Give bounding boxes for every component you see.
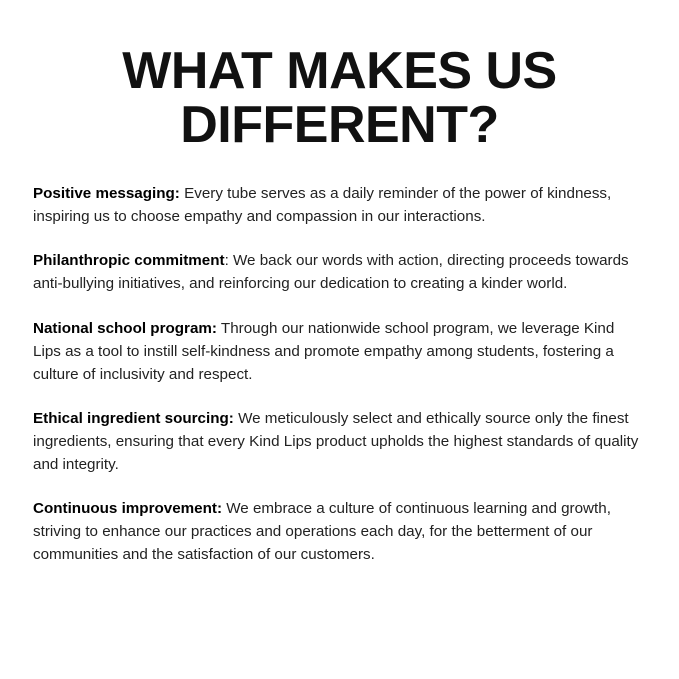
- paragraph-lead: National school program:: [33, 319, 217, 337]
- page-title: [33, 42, 646, 155]
- paragraph-continuous-improvement: [33, 497, 646, 566]
- body-content: [33, 182, 646, 566]
- paragraph-national-school-program: [33, 317, 646, 386]
- paragraph-positive-messaging: [33, 182, 646, 228]
- paragraph-ethical-ingredient-sourcing: [33, 407, 646, 476]
- paragraph-lead: Ethical ingredient sourcing:: [33, 409, 234, 427]
- paragraph-lead: Continuous improvement:: [33, 500, 222, 518]
- paragraph-philanthropic-commitment: [33, 249, 646, 295]
- page-title-line-1: WHAT MAKES US: [122, 42, 557, 100]
- page-title-line-2: DIFFERENT?: [180, 96, 499, 155]
- paragraph-text: : We back our words with action, directing proceeds towards anti-bullying initiatives, and reinforcing our dedication to creating a kinder world.: [33, 252, 629, 293]
- paragraph-text: We embrace a culture of continuous learning and growth, striving to enhance our practices and operations each day, for the betterment of our communities and the satisfaction of our customers.: [33, 500, 611, 564]
- paragraph-text: Every tube serves as a daily reminder of the power of kindness, inspiring us to choose empathy and compassion in our interactions.: [33, 185, 612, 226]
- paragraph-text: Through our nationwide school program, we leverage Kind Lips as a tool to instill self-kindness and promote empathy among students, fostering a culture of inclusivity and respect.: [33, 319, 615, 383]
- paragraph-lead: Philanthropic commitment: [33, 252, 225, 270]
- paragraph-lead: Positive messaging:: [33, 185, 180, 203]
- paragraph-text: We meticulously select and ethically source only the finest ingredients, ensuring that every Kind Lips product upholds the highest standards of quality and integrity.: [33, 409, 639, 473]
